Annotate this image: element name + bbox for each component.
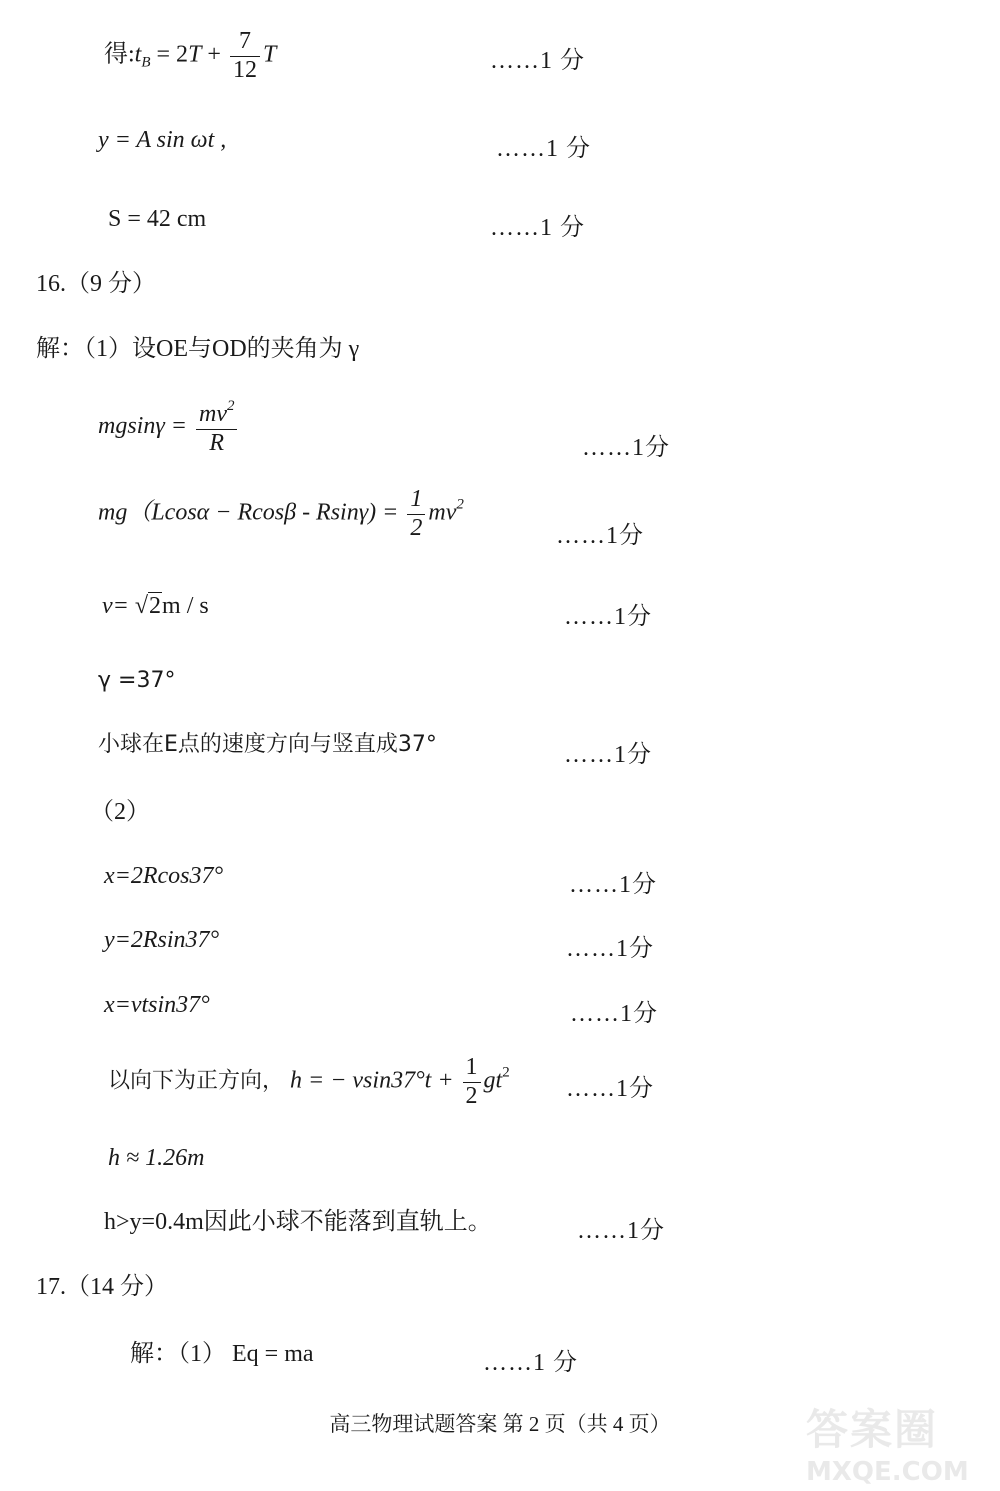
equation-h-value: h ≈ 1.26m: [108, 1145, 205, 1171]
watermark-url: MXQE.COM: [806, 1457, 969, 1487]
equation-lhs: mg（Lcosα − Rcosβ - Rsinγ) =: [98, 499, 399, 526]
var-t: t: [134, 41, 142, 68]
score-mark: ……1分: [569, 872, 657, 898]
part-2-label: （2）: [90, 799, 150, 825]
superscript: 2: [456, 496, 464, 513]
equation-y: y = A sin ωt ,: [98, 127, 227, 153]
var-T: T: [262, 41, 277, 68]
equation-y-sin: y=2Rsin37°: [104, 927, 220, 953]
equation-s: S = 42 cm: [108, 206, 207, 232]
radicand: 2: [149, 593, 162, 619]
score-mark: ……1分: [570, 1001, 658, 1027]
question-16-heading: 16.（9 分）: [36, 271, 156, 297]
score-mark: ……1分: [564, 742, 652, 768]
fraction-numerator: 1: [465, 1054, 478, 1080]
fraction-1-2: [407, 486, 425, 542]
label-de: 得:: [104, 41, 135, 68]
equation-lhs: v=: [102, 593, 135, 619]
fraction-denominator: R: [196, 429, 237, 458]
equation-h: [108, 1054, 510, 1110]
watermark-logo: [806, 1397, 986, 1487]
score-mark: ……1 分: [490, 215, 585, 241]
direction-note: 以向下为正方向，: [108, 1068, 285, 1094]
fraction-denominator: 12: [230, 56, 260, 85]
equation-gamma: γ =37°: [98, 668, 176, 693]
fraction-mv2-r: [196, 398, 237, 457]
plus-sign: +: [201, 41, 221, 68]
equation-energy: [98, 486, 464, 542]
subscript-b: B: [141, 54, 151, 71]
conclusion-direction: 小球在E点的速度方向与竖直成37°: [98, 732, 437, 757]
score-mark: ……1分: [566, 936, 654, 962]
fraction-1-2: [463, 1054, 481, 1110]
score-mark: ……1 分: [490, 48, 585, 74]
fraction-numerator: 7: [238, 28, 251, 54]
equation-expr: h = − vsin37°t +: [290, 1067, 454, 1094]
score-mark: ……1分: [564, 604, 652, 630]
sqrt-2: √2: [134, 593, 162, 619]
superscript: 2: [502, 1064, 510, 1081]
page-footer: 高三物理试题答案 第 2 页（共 4 页）: [329, 1412, 671, 1436]
equals-2: = 2: [150, 41, 189, 68]
equation-lhs: mgsinγ =: [98, 413, 187, 440]
equation-v: [102, 594, 209, 618]
question-17-heading: 17.（14 分）: [36, 1274, 168, 1300]
equation-rhs: mv: [428, 499, 457, 526]
score-mark: ……1 分: [496, 136, 591, 162]
var-T: T: [188, 41, 202, 68]
score-mark: ……1分: [582, 435, 670, 461]
equation-tb: [104, 28, 276, 84]
watermark-text: 答案圈: [806, 1405, 939, 1454]
score-mark: ……1 分: [483, 1350, 578, 1376]
equation-rhs: gt: [483, 1067, 503, 1094]
superscript: 2: [226, 398, 235, 414]
solution-17-1: 解：（1） Eq = ma: [130, 1341, 314, 1367]
equation-mgsin: [98, 398, 240, 457]
fraction-numerator: 1: [410, 486, 423, 512]
score-mark: ……1分: [566, 1076, 654, 1102]
equation-x-cos: x=2Rcos37°: [104, 863, 224, 889]
fraction-denominator: 2: [463, 1082, 481, 1111]
score-mark: ……1分: [577, 1218, 665, 1244]
numerator-text: mv: [199, 401, 227, 427]
solution-16-1: 解：（1）设OE与OD的夹角为 γ: [36, 336, 360, 362]
equation-x-vt: x=vtsin37°: [104, 992, 210, 1018]
conclusion-not-land: h>y=0.4m因此小球不能落到直轨上。: [104, 1209, 492, 1235]
score-mark: ……1分: [556, 523, 644, 549]
fraction-7-12: [230, 28, 260, 84]
fraction-numerator: [196, 398, 237, 429]
fraction-denominator: 2: [407, 514, 425, 543]
unit: m / s: [162, 593, 209, 619]
